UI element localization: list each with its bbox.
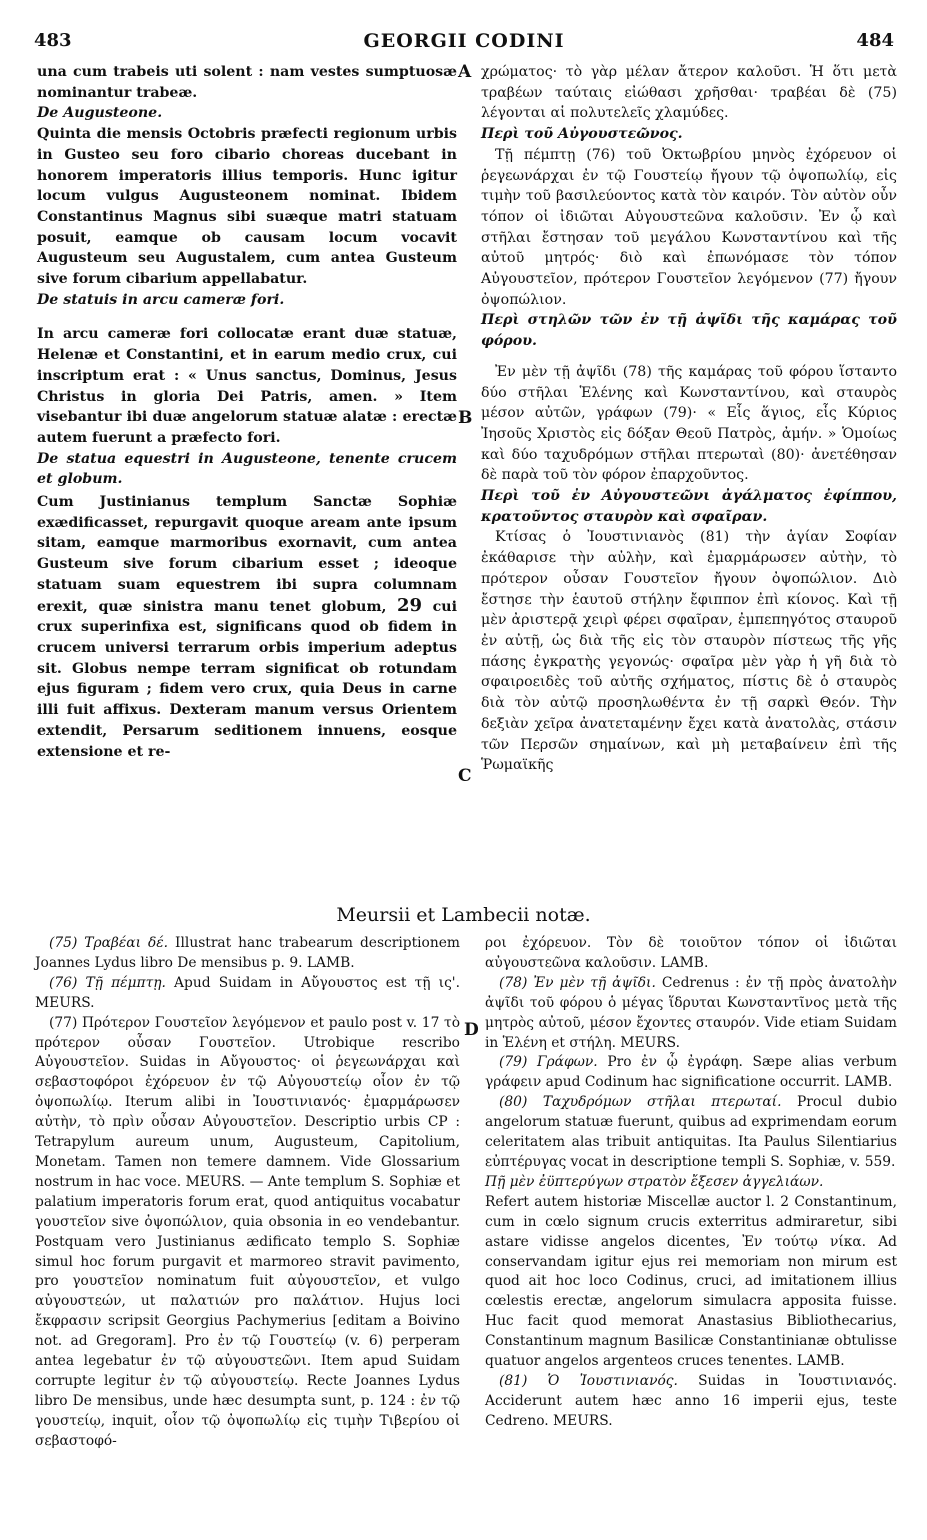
margin-marker: B [458,408,473,428]
latin-paragraph-part: cui crux superinfixa est, significans quod ob fidem in crucem universi terrarum orbis imperium adeptus sit. Globus nempe terram significat ob rotundam ejus figuram ; fidem vero crux, quia Deus in carne illi fuit affixus. Dexteram manum versus Orientem extendit, Persarum seditionem innuens, eosque extensione et re- [37,598,457,760]
greek-paragraph: Κτίσας ὁ Ἰουστινιανὸς (81) τὴν ἁγίαν Σοφίαν ἐκάθαρισε τὴν αὐλὴν, καὶ ἐμαρμάρωσεν αὐτὴν, τὸ πρότερον οὖσαν Γουστεῖον ἤγουν ὀψοπώλιον. Διὸ ἔστησε τὴν ἑαυτοῦ στήλην ἔφιππον ἐπὶ κίονος. Καὶ τῇ μὲν ἀριστερᾷ χειρὶ φέρει σφαῖραν, ἐμπεπηγότος σταυροῦ ἐν αὐτῇ, ὡς διὰ τῆς εἰς τὸν σταυρὸν πίστεως τῆς γῆς πάσης ἐγκρατὴς γεγονώς· σφαῖρα μὲν γὰρ ἡ γῆ διὰ τὸ σφαιροειδὲς τοῦ αὐτῆς σχήματος, πίστις δὲ ὁ σταυρὸς διὰ τὸν αὐτῷ προσηλωθέντα ἐν τῇ σαρκὶ Θεόν. Τὴν δεξιὰν χεῖρα ἀνατεταμένην ἔχει κατὰ ἀνατολὰς, στάσιν τῶν Περσῶν σημαίνων, καὶ μὴ μεταβαίνειν ἐπὶ τῆς Ῥωμαϊκῆς [481,529,897,774]
note-text: Pro ἐν ᾧ ἐγράφη. Sæpe alias verbum γράφειν apud Codinum hac significatione occurrit. LAMB. [485,1054,897,1091]
note-lemma: (80) Ταχυδρόμων στῆλαι πτερωταί. [499,1094,782,1111]
latin-paragraph: una cum trabeis uti solent : nam vestes sumptuosæ nominantur trabeæ. [37,64,457,101]
notes-title: Meursii et Lambecii notæ. [336,904,591,926]
section-heading: Περὶ τοῦ Αὐγουστεῶνος. [481,126,683,143]
note-80 [485,1093,897,1173]
margin-marker: D [464,1020,479,1040]
note-text: et paulo post v. 17 τὸ πρότερον οὖσαν Γουστεῖον. Utrobique rescribo Αὐγουστεῖον. Suidas in Αὔγουστος· οἱ ῥεγεωνάρχαι καὶ σεβαστοφόροι ἐχόρευον ἐν τῷ Αὐγουστείῳ οἷον ἐν τῷ ὀψοπωλίῳ. Iterum alibi in Ἰουστινιανός· ἐμαρμάρωσεν αὐτὴν, τὸ πρὶν οὖσαν Αὐγουστεῖον. Descriptio urbis CP : Tetrapylum aureum unum, Augusteum, Capitolium, Monetam. Tamen non temere damnem. Vide Glossarium nostrum in hac voce. MEURS. — Ante templum S. Sophiæ et palatium imperatoris forum erat, quod antiquitus vocabatur γουστεῖον sive ὀψοπώλιον, quia obsonia in eo vendebantur. Postquam vero Justinianus ædificato templo S. Sophiæ simul hoc forum purgavit et marmoreo stravit pavimento, pro γουστεῖον nominatum fuit αὐγουστεῖον, et vulgo αὐγουστεών, ut παλατιών pro παλάτιον. Hujus loci ἔκφρασιν scripsit Georgius Pachymerius [editam a Boivino not. ad Gregoram]. Pro ἐν τῷ Γουστείῳ (v. 6) perperam antea legebatur ἐν τῷ αὐγουστεῶνι. Item apud Suidam corrupte legitur ἐν τῷ αὐγουστείῳ. Recte Joannes Lydus libro De mensibus, unde hæc desumpta sunt, p. 124 : ἐν τῷ γουστείῳ, inquit, οἷον τῷ ὀψοπωλίῳ εἰς τιμὴν Τιβερίου οἱ σεβαστοφό- [35,1014,460,1449]
note-lemma: (79) Γράφων. [499,1054,598,1071]
greek-paragraph: Τῇ πέμπτῃ (76) τοῦ Ὀκτωβρίου μηνὸς ἐχόρευον οἱ ῥεγεωνάρχαι ἐν τῷ Γουστείῳ ἤγουν τῷ ὀψοπωλίῳ, εἰς τιμὴν τοῦ βασιλεύοντος κατὰ τὸν καιρόν. Τὸν αὐτὸν οὖν τόπον οἱ ἰδιῶται Αὐγουστεῶνα καλοῦσιν. Ἐν ᾧ καὶ στῆλαι ἔστησαν τοῦ μεγάλου Κωνσταντίνου καὶ τῆς αὐτοῦ μητρός· διὸ καὶ ἐπωνόμασε τὸν τόπον Αὐγουστεῖον, πρότερον Γουστεῖον λεγόμενον (77) ἤγουν ὀψοπώλιον. [481,146,897,308]
note-lemma: (81) Ὁ Ἰουστινιανός. [499,1372,678,1389]
running-header [34,30,894,60]
note-lemma: (78) Ἐν μὲν τῇ ἀψῖδι. [499,974,656,991]
note-text: Suidas in Ἰουστινιανός. Acciderunt autem hæc anno 16 imperii ejus, teste Cedreno. MEURS. [485,1372,897,1429]
note-lemma: (76) Τῇ πέμπτῃ. [49,974,166,991]
latin-paragraph-part: Cum Justinianus templum Sanctæ Sophiæ exædificasset, repurgavit quoque aream ante ipsum sitam, eamque marmoribus exornavit, cum antea Gusteum sive forum cibarium esset ; ideoque statuam suam equestrem ibi supra columnam erexit, quæ sinistra manu tenet globum, [37,494,457,615]
notes-column-right [485,934,897,1432]
latin-column [37,62,457,762]
latin-paragraph: In arcu cameræ fori collocatæ erant duæ statuæ, Helenæ et Constantini, et in earum medio crux, cui inscriptum erat : « Unus sanctus, Dominus, Jesus Christus in gloria Dei Patris, amen. » Item visebantur ibi duæ angelorum statuæ alatæ : erectæ autem fuerunt a præfecto fori. [37,326,457,446]
greek-paragraph: χρώματος· τὸ γὰρ μέλαν ἄτερον καλοῦσι. Ἡ ὅτι μετὰ τραβέων ταύταις εἰώθασι χρῆσθαι· τραβέαι δὲ (75) λέγονται αἱ πολυτελεῖς χλαμύδες. [481,64,897,122]
note-79 [485,1053,897,1093]
note-quote: Πῇ μὲν ἐϋπτερύγων στρατὸν ἔξεσεν ἀγγελιάων. [485,1173,824,1190]
note-text: Cedrenus : ἐν τῇ πρὸς ἀνατολὴν ἀψῖδι τοῦ φόρου ὁ μέγας ἵδρυται Κωνσταντῖνος μετὰ τῆς μητρὸς αὐτοῦ, μέσον ἔχοντες σταυρόν. Vide etiam Suidam in Ἑλένη et στήλη. MEURS. [485,974,897,1051]
figure-number: 29 [397,594,423,616]
greek-paragraph: Ἐν μὲν τῇ ἀψῖδι (78) τῆς καμάρας τοῦ φόρου ἵσταντο δύο στῆλαι Ἑλένης καὶ Κωνσταντίνου, καὶ σταυρὸς μέσον αὐτῶν, γράφων (79)· « Εἷς ἅγιος, εἷς Κύριος Ἰησοῦς Χριστὸς εἰς δόξαν Θεοῦ Πατρὸς, ἀμήν. » Ὁμοίως καὶ δύο ταχυδρόμων στῆλαι πτερωταὶ (80)· ἀνετέθησαν δὲ παρὰ τοῦ τὸν φόρον ἐπαρχοῦντος. [481,363,897,484]
section-heading: De Augusteone. [37,105,163,122]
latin-paragraph: Quinta die mensis Octobris præfecti regionum urbis in Gusteo seu foro cibario choreas ducebant in honorem imperatoris illius temporis. Hunc igitur locum vulgus Augusteonem nominat. Ibidem Constantinus Magnus sibi suæque matri statuam posuit, eamque ob causam locum vocavit Augusteum seu Augustalem, cum antea Gusteum sive forum cibarium appellabatur. [37,126,457,288]
note-text: Apud Suidam in Αὔγουστος est τῇ ις'. MEURS. [35,974,460,1011]
note-text: Illustrat hanc trabearum descriptionem Joannes Lydus libro De mensibus p. 9. LAMB. [35,935,460,971]
margin-marker: C [458,766,472,786]
note-lemma: (75) Τραβέαι δέ. [49,935,169,951]
latin-paragraph [37,492,457,762]
note-75 [35,934,460,974]
section-heading: Περὶ τοῦ ἐν Αὐγουστεῶνι ἀγάλματος ἐφίππου, κρατοῦντος σταυρὸν καὶ σφαῖραν. [481,488,897,525]
greek-column [481,62,897,776]
note-78 [485,974,897,1054]
page-number-right: 484 [856,30,894,51]
page-number-left: 483 [34,30,72,51]
section-heading: De statuis in arcu cameræ fori. [37,291,285,308]
margin-marker: A [458,62,472,82]
section-heading: De statua equestri in Augusteone, tenente crucem et globum. [37,450,457,488]
note-81 [485,1372,897,1432]
note-continuation: ροι ἐχόρευον. Τὸν δὲ τοιοῦτον τόπον οἱ ἰδιῶται αὐγουστεῶνα καλοῦσιν. LAMB. [485,935,897,971]
note-76 [35,974,460,1014]
running-title: GEORGII CODINI [363,30,565,52]
note-text: Refert autem historiæ Miscellæ auctor l. 2 Constantinum, cum in cœlo signum crucis exterritus admiraretur, sibi astare vidisse angelos dicentes, Ἐν τούτῳ νίκα. Ad conservandam igitur ejus rei memoriam non mirum est quod ait hoc loco Codinus, cruci, ad imitationem illius cœlestis erectæ, angelorum simulacra apposita fuisse. Huc facit quod memorat Anastasius Bibliothecarius, Constantinum magnum Basilicæ Constantinianæ obtulisse quatuor angelos argenteos cruces tenentes. LAMB. [485,1193,897,1370]
notes-column-left [35,934,460,1452]
note-77 [35,1014,460,1452]
note-lemma: (77) Πρότερον Γουστεῖον λεγόμενον [49,1014,306,1031]
section-heading: Περὶ στηλῶν τῶν ἐν τῇ ἀψῖδι τῆς καμάρας τοῦ φόρου. [481,312,897,350]
note-text: Procul dubio angelorum statuæ fuerunt, quibus ad exprimendam eorum celeritatem alas tribuit antiquitas. Ita Paulus Silentiarius εὐπτέρυγας vocat in descriptione templi S. Sophiæ, v. 559. [485,1094,897,1170]
